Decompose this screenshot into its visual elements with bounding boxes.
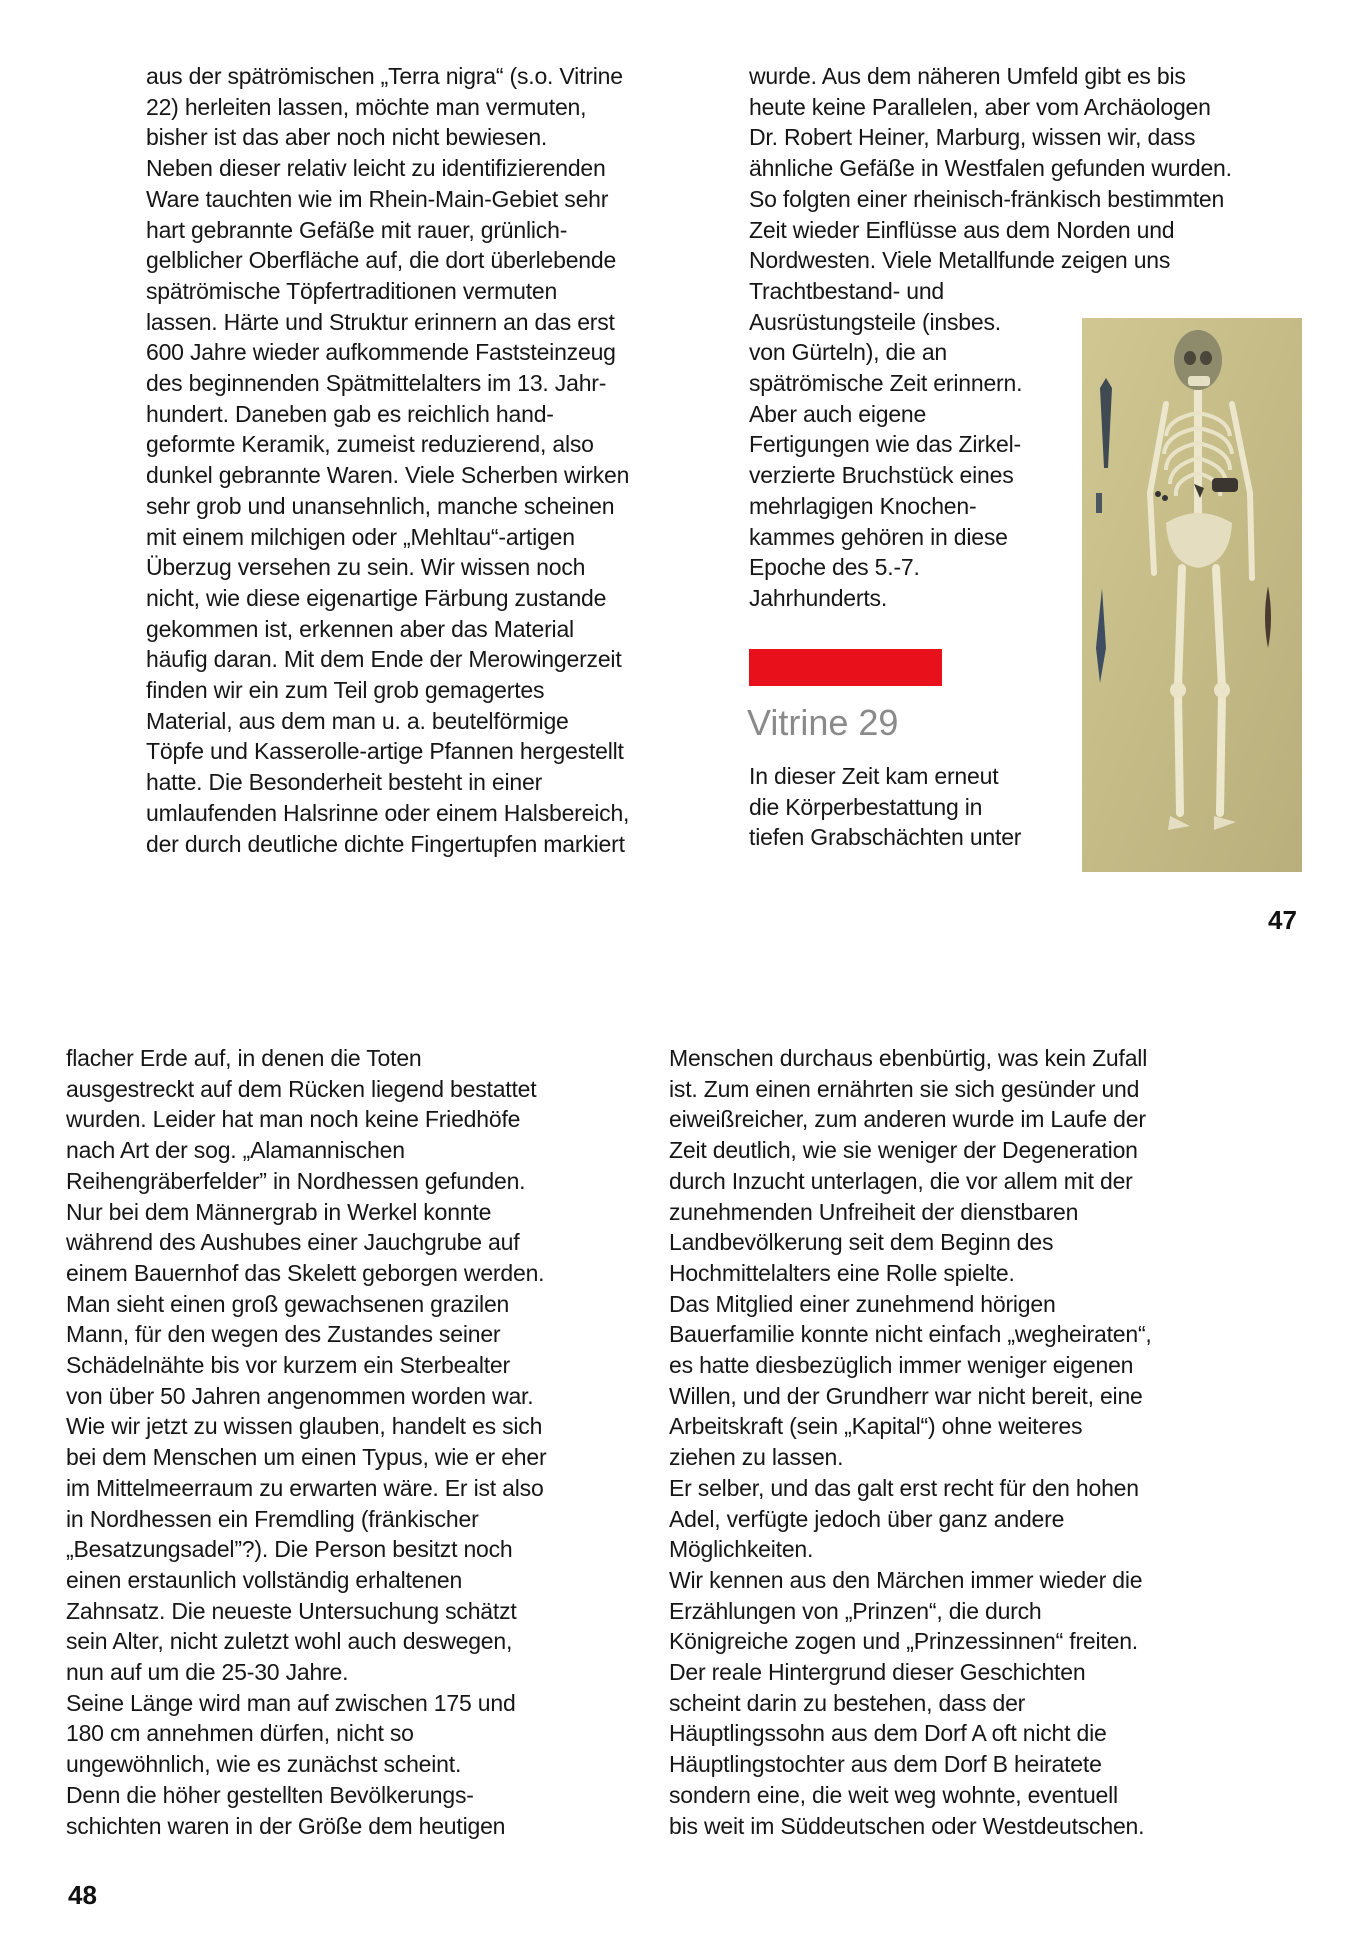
text-line: Erzählungen von „Prinzen“, die durch	[669, 1597, 1042, 1624]
text-line: Mann, für den wegen des Zustandes seiner	[66, 1321, 501, 1348]
text-line: kammes gehören in diese	[749, 523, 1008, 550]
text-line: Der reale Hintergrund dieser Geschichten	[669, 1659, 1086, 1686]
text-line: In dieser Zeit kam erneut	[749, 763, 999, 789]
text-line: von über 50 Jahren angenommen worden war.	[66, 1382, 534, 1409]
page48-left-column	[66, 1043, 646, 1841]
text-line: Material, aus dem man u. a. beutelförmige	[146, 707, 569, 734]
text-line: Überzug versehen zu sein. Wir wissen noch	[146, 554, 586, 581]
text-line: häufig daran. Mit dem Ende der Merowingerzeit	[146, 646, 622, 673]
text-line: in Nordhessen ein Fremdling (fränkischer	[66, 1505, 479, 1532]
text-line: sein Alter, nicht zuletzt wohl auch deswegen,	[66, 1628, 513, 1655]
text-line: bei dem Menschen um einen Typus, wie er eher	[66, 1444, 547, 1471]
text-line: Man sieht einen groß gewachsenen grazilen	[66, 1290, 510, 1317]
text-line: scheint darin zu bestehen, dass der	[669, 1689, 1026, 1716]
text-line: einem Bauernhof das Skelett geborgen werden.	[66, 1259, 545, 1286]
text-line: Neben dieser relativ leicht zu identifizierenden	[146, 155, 606, 182]
text-line: Ware tauchten wie im Rhein-Main-Gebiet sehr	[146, 185, 609, 212]
text-line: dunkel gebrannte Waren. Viele Scherben wirken	[146, 462, 630, 489]
text-line: Hochmittelalters eine Rolle spielte.	[669, 1259, 1015, 1286]
text-line: 600 Jahre wieder aufkommende Faststeinzeug	[146, 339, 616, 366]
text-line: die Körperbestattung in	[749, 793, 983, 820]
text-line: So folgten einer rheinisch-fränkisch bestimmten	[749, 185, 1225, 212]
text-line: 180 cm annehmen dürfen, nicht so	[66, 1720, 414, 1747]
section-heading: Vitrine 29	[747, 702, 899, 743]
text-line: Fertigungen wie das Zirkel-	[749, 431, 1021, 458]
text-line: ausgestreckt auf dem Rücken liegend bestattet	[66, 1075, 537, 1102]
text-line: nicht, wie diese eigenartige Färbung zustande	[146, 584, 607, 611]
text-line: mehrlagigen Knochen-	[749, 492, 977, 519]
text-line: ähnliche Gefäße in Westfalen gefunden wurden.	[749, 155, 1232, 182]
text-line: Willen, und der Grundherr war nicht bereit, eine	[669, 1382, 1143, 1409]
text-line: des beginnenden Spätmittelalters im 13. Jahr-	[146, 370, 607, 397]
text-line: 22) herleiten lassen, möchte man vermuten,	[146, 93, 587, 120]
text-line: Arbeitskraft (sein „Kapital“) ohne weiteres	[669, 1413, 1083, 1440]
text-line: wurde. Aus dem näheren Umfeld gibt es bis	[749, 63, 1186, 89]
text-line: schichten waren in der Größe dem heutigen	[66, 1812, 506, 1839]
page47-right-column-bottom	[749, 761, 1089, 853]
text-line: Nur bei dem Männergrab in Werkel konnte	[66, 1198, 492, 1225]
text-line: Adel, verfügte jedoch über ganz andere	[669, 1505, 1065, 1532]
text-line: eiweißreicher, zum anderen wurde im Laufe der	[669, 1106, 1146, 1133]
text-line: umlaufenden Halsrinne oder einem Halsbereich,	[146, 799, 630, 826]
text-line: gelblicher Oberfläche auf, die dort überlebende	[146, 247, 617, 274]
text-line: zunehmenden Unfreiheit der dienstbaren	[669, 1198, 1079, 1225]
text-line: spätrömische Töpfertraditionen vermuten	[146, 277, 558, 304]
text-line: Häuptlingssohn aus dem Dorf A oft nicht die	[669, 1720, 1107, 1747]
text-line: es hatte diesbezüglich immer weniger eigenen	[669, 1352, 1134, 1379]
text-line: hatte. Die Besonderheit besteht in einer	[146, 769, 543, 796]
section-marker-bar	[749, 649, 942, 686]
text-line: hart gebrannte Gefäße mit rauer, grünlich-	[146, 216, 568, 243]
text-line: Möglichkeiten.	[669, 1536, 814, 1563]
text-line: durch Inzucht unterlagen, die vor allem mit der	[669, 1167, 1133, 1194]
text-line: Zahnsatz. Die neueste Untersuchung schätzt	[66, 1597, 517, 1624]
text-line: ziehen zu lassen.	[669, 1444, 844, 1471]
text-line: Denn die höher gestellten Bevölkerungs-	[66, 1781, 474, 1808]
text-line: Nordwesten. Viele Metallfunde zeigen uns	[749, 247, 1171, 274]
text-line: ungewöhnlich, wie es zunächst scheint.	[66, 1751, 462, 1778]
skeleton-grave-photo	[1082, 318, 1302, 872]
text-line: Seine Länge wird man auf zwischen 175 und	[66, 1689, 516, 1716]
text-line: Schädelnähte bis vor kurzem ein Sterbealter	[66, 1352, 510, 1379]
text-line: Zeit wieder Einflüsse aus dem Norden und	[749, 216, 1175, 243]
text-line: Menschen durchaus ebenbürtig, was kein Zufall	[669, 1045, 1148, 1071]
text-line: Dr. Robert Heiner, Marburg, wissen wir, dass	[749, 124, 1196, 151]
text-line: gekommen ist, erkennen aber das Material	[146, 615, 574, 642]
text-line: Jahrhunderts.	[749, 584, 888, 611]
text-line: hundert. Daneben gab es reichlich hand-	[146, 400, 554, 427]
page48-right-column	[669, 1043, 1249, 1841]
text-line: Reihengräberfelder” in Nordhessen gefunden.	[66, 1167, 526, 1194]
text-line: bis weit im Süddeutschen oder Westdeutschen.	[669, 1812, 1145, 1839]
text-line: aus der spätrömischen „Terra nigra“ (s.o. Vitrine	[146, 63, 623, 89]
text-line: von Gürteln), die an	[749, 339, 948, 366]
text-line: nun auf um die 25-30 Jahre.	[66, 1659, 349, 1686]
text-line: ist. Zum einen ernährten sie sich gesünder und	[669, 1075, 1140, 1102]
text-line: lassen. Härte und Struktur erinnern an das erst	[146, 308, 615, 335]
text-line: Wir kennen aus den Märchen immer wieder die	[669, 1566, 1143, 1593]
text-line: Zeit deutlich, wie sie weniger der Degeneration	[669, 1137, 1138, 1164]
text-line: Wie wir jetzt zu wissen glauben, handelt es sich	[66, 1413, 543, 1440]
text-line: sehr grob und unansehnlich, manche scheinen	[146, 492, 615, 519]
text-line: der durch deutliche dichte Fingertupfen markiert	[146, 830, 625, 857]
page-number-47: 47	[1268, 905, 1297, 935]
text-line: sondern eine, die weit weg wohnte, eventuell	[669, 1781, 1118, 1808]
text-line: mit einem milchigen oder „Mehltau“-artigen	[146, 523, 575, 550]
text-line: tiefen Grabschächten unter	[749, 824, 1022, 851]
page47-left-column	[146, 61, 706, 859]
text-line: Epoche des 5.-7.	[749, 554, 920, 581]
text-line: Ausrüstungsteile (insbes.	[749, 308, 1001, 335]
text-line: Landbevölkerung seit dem Beginn des	[669, 1229, 1054, 1256]
text-line: bisher ist das aber noch nicht bewiesen.	[146, 124, 548, 151]
text-line: Das Mitglied einer zunehmend hörigen	[669, 1290, 1056, 1317]
text-line: finden wir ein zum Teil grob gemagertes	[146, 677, 545, 704]
text-line: nach Art der sog. „Alamannischen	[66, 1137, 405, 1164]
text-line: Trachtbestand- und	[749, 277, 944, 304]
page-number-48: 48	[68, 1880, 97, 1910]
text-line: heute keine Parallelen, aber vom Archäologen	[749, 93, 1211, 120]
text-line: „Besatzungsadel”?). Die Person besitzt noch	[66, 1536, 513, 1563]
text-line: Töpfe und Kasserolle-artige Pfannen hergestellt	[146, 738, 624, 765]
text-line: einen erstaunlich vollständig erhaltenen	[66, 1566, 463, 1593]
text-line: wurden. Leider hat man noch keine Friedhöfe	[66, 1106, 521, 1133]
text-line: geformte Keramik, zumeist reduzierend, also	[146, 431, 594, 458]
text-line: Aber auch eigene	[749, 400, 927, 427]
text-line: während des Aushubes einer Jauchgrube auf	[66, 1229, 520, 1256]
text-line: Bauerfamilie konnte nicht einfach „wegheiraten“,	[669, 1321, 1152, 1348]
text-line: spätrömische Zeit erinnern.	[749, 370, 1023, 397]
text-line: Häuptlingstochter aus dem Dorf B heiratete	[669, 1751, 1102, 1778]
text-line: verzierte Bruchstück eines	[749, 462, 1014, 489]
text-line: im Mittelmeerraum zu erwarten wäre. Er ist also	[66, 1474, 544, 1501]
text-line: Königreiche zogen und „Prinzessinnen“ freiten.	[669, 1628, 1138, 1655]
text-line: Er selber, und das galt erst recht für den hohen	[669, 1474, 1139, 1501]
text-line: flacher Erde auf, in denen die Toten	[66, 1045, 422, 1071]
